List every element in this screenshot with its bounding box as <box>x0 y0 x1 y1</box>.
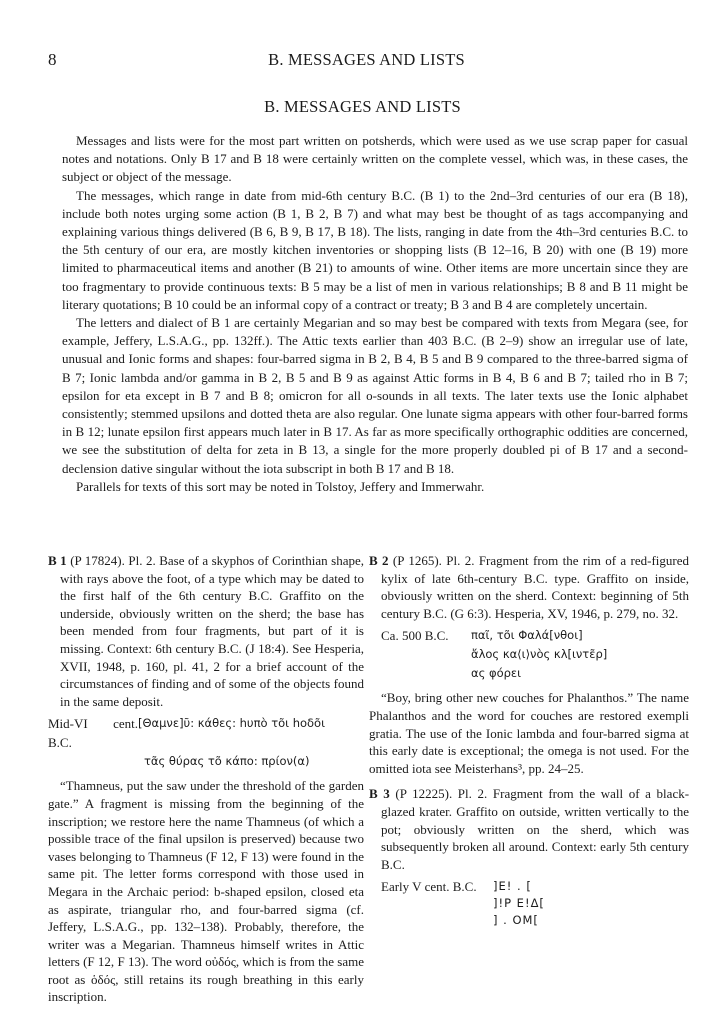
entry-b3-date: Early V cent. B.C. <box>381 879 477 895</box>
entry-b3-heading <box>369 785 689 873</box>
entry-b2-commentary: “Boy, bring other new couches for Phalanthos.” The name Phalanthos and the word for couches are restored exempli gratia. The use of the Ionic lambda and four-barred sigma at this early date is exceptional; the omega is not used. For the omitted iota see Meisterhans³, pp. 24–25. <box>369 690 689 776</box>
entry-b3-description: Fragment from the wall of a black-glazed krater. Graffito on outside, written vertically to the pot; obviously written on the sherd, which was subsequently broken all around. Context: early 5th century B.C. <box>381 786 690 872</box>
entry-b3-line-2: ]!P E!Δ[ <box>493 896 545 911</box>
intro-paragraph-1: Messages and lists were for the most part written on potsherds, which were used as we use scrap paper for casual notes and notations. Only B 17 and B 18 were certainly written on the complete vessel, which was, in these cases, the subject or object of the message. <box>62 133 688 185</box>
introduction <box>62 132 688 496</box>
entry-b1-description: Base of a skyphos of Corinthian shape, with rays above the foot, of a type which may be dated to the first half of the 6th century B.C. Graffito on the underside, obviously written on the sherd; the base has been mended from four fragments, but part of it is missing. Context: 6th century B.C. (J 18:4). See Hesperia, XVII, 1948, p. 160, pl. 41, 2 for a brief account of the circumstances of finding and of some of the objects found in the same deposit. <box>60 553 365 709</box>
entry-b1-heading <box>48 552 364 710</box>
entry-b3-ref: (P 12225). Pl. 2. <box>395 786 488 802</box>
entry-b2-text <box>369 626 689 683</box>
entry-b1-date: Mid-VI cent. B.C. <box>48 716 138 751</box>
running-title: B. MESSAGES AND LISTS <box>268 50 465 69</box>
left-column <box>48 552 364 1006</box>
entry-b2-heading <box>369 552 689 622</box>
entry-b2-greek-line-2: ἄλος κα⟨ι⟩νὸς κλ[ιντε̃ρ] <box>471 647 608 662</box>
right-column <box>369 552 689 933</box>
entry-b3-line-1: ]E! . [ <box>493 879 532 894</box>
entry-b1-text-line-1 <box>48 714 364 752</box>
entry-b3-line-3: ] . OM[ <box>493 913 539 928</box>
entry-b2-description: Fragment from the rim of a red-figured kylix of late 6th-century B.C. type. Graffito on inside, obviously written on the sherd. Context: beginning of 5th century B.C. (G 6:3). Hesperia, XV, 1946, p. 279, no. 32. <box>381 553 690 621</box>
entry-b3-text <box>369 878 689 929</box>
section-title: B. MESSAGES AND LISTS <box>264 97 461 116</box>
intro-paragraph-3: The letters and dialect of B 1 are certainly Megarian and so may best be compared with texts from Megara (see, for example, Jeffery, L.S.A.G., pp. 132ff.). The Attic texts earlier than 403 B.C. (B 2–9) show an irregular use of late, unusual and Ionic forms and shapes: four-barred sigma in B 2, B 4, B 5 and B 9 compared to the three-barred sigma of B 7; Ionic lambda and/or gamma in B 2, B 5 and B 9 as against Attic forms in B 4, B 6 and B 7; tailed rho in B 7; epsilon for eta except in B 7 and B 8; omicron for all o-sounds in all texts. The later texts use the Ionic alphabet consistently; stemmed upsilons and dotted theta are also regular. One lunate sigma appears with other four-barred forms in B 12; lunate epsilon first appears much later in B 17. As far as more specifically orthographic oddities are concerned, we see the substitution of delta for zeta in B 13, a single for the more properly doubled pi of B 17 and a second-declension dative singular without the iota subscript in both B 17 and B 18. <box>62 315 688 476</box>
entry-b2-greek-line-3: ας φόρει <box>471 666 522 681</box>
entry-b2-greek-line-1: παῖ, τõι Φαλά[νθοι] <box>471 628 583 643</box>
entry-b1-greek-line-2: τᾶς θύρας τõ κάπο: πρίον(α) <box>144 754 310 769</box>
entry-b1-label: B 1 <box>48 553 67 568</box>
entry-b1-ref: (P 17824). Pl. 2. <box>70 553 156 568</box>
entry-b1-commentary: “Thamneus, put the saw under the threshold of the garden gate.” A fragment is missing from the beginning of the inscription; we restore here the name Thamneus (of which a possible trace of the final upsilon is preserved) because two vases belonging to Thamneus (F 12, F 13) were found in the same pit. The letter forms correspond with those used in Megara in the Archaic period: b-shaped epsilon, closed eta as aspirate, triangular rho, and four-barred sigma (cf. Jeffery, L.S.A.G., pp. 132–138). Probably, therefore, the writer was a Megarian. Thamneus himself writes in Attic letters (F 12, F 13). The word οὐδός, which is from the same root as ὁδός, still retains its rough breathing in this early inscription. <box>48 778 364 1005</box>
entry-b2-label: B 2 <box>369 553 389 568</box>
intro-paragraph-2: The messages, which range in date from mid-6th century B.C. (B 1) to the 2nd–3rd centuries of our era (B 18), include both notes urging some action (B 1, B 2, B 7) and what may best be thought of as tags accompanying and explaining various things delivered (B 6, B 9, B 17, B 18). The lists, ranging in date from the 4th–3rd centuries B.C. to the 5th century of our era, are mostly kitchen inventories or shopping lists (B 12–16, B 20) with one (B 19) more limited to pharmaceutical items and another (B 21) to amounts of wine. Other items are more uncertain since they are too fragmentary to provide continuous texts: B 5 may be a list of men in various relationships; B 8 and B 11 might be literary quotations; B 10 could be an informal copy of a contract or treaty; B 3 and B 4 are completely uncertain. <box>62 187 688 312</box>
entry-b2-date: Ca. 500 B.C. <box>381 628 449 644</box>
entry-b3-lines <box>493 878 545 929</box>
entry-b1-text <box>48 714 364 771</box>
intro-paragraph-4: Parallels for texts of this sort may be noted in Tolstoy, Jeffery and Immerwahr. <box>76 478 485 494</box>
page-number: 8 <box>48 50 57 69</box>
entry-b2-text-line-1 <box>381 626 689 645</box>
entry-b1-greek-line-1: [Θαμνε]ῦ: κάθες: hυπὸ τõι hοδõι <box>138 716 325 731</box>
entry-b2-ref: (P 1265). Pl. 2. <box>392 553 475 568</box>
entry-b3-label: B 3 <box>369 786 390 802</box>
running-header <box>48 50 685 72</box>
